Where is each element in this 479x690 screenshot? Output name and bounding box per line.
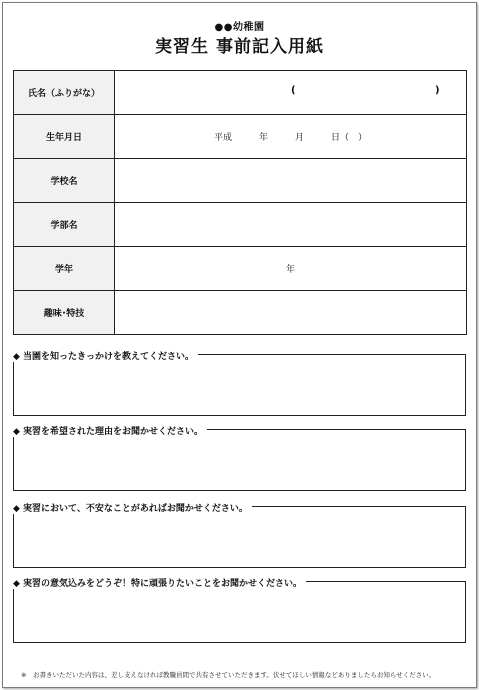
name-label: 氏名（ふりがな）	[14, 71, 115, 115]
question-1-answer-box[interactable]	[13, 354, 466, 416]
name-field[interactable]	[115, 71, 467, 115]
furigana-paren-close: )	[435, 85, 440, 96]
row-school	[14, 159, 467, 203]
row-dob	[14, 115, 467, 159]
form-sheet	[2, 2, 477, 688]
question-2-answer-box[interactable]	[13, 429, 466, 491]
question-3-text: ◆ 実習において、不安なことがあればお聞かせください。	[13, 501, 252, 514]
hobby-field[interactable]	[115, 291, 467, 335]
question-1-text: ◆ 当園を知ったきっかけを教えてください。	[13, 349, 198, 362]
footnote: ※ お書きいただいた内容は、差し支えなければ教職員間で共有させていただきます。伏せてほしい情報などありましたらお知らせください。	[21, 671, 436, 679]
row-grade	[14, 247, 467, 291]
dob-field[interactable]: 平成 年 月 日（ ）	[115, 115, 467, 159]
school-label: 学校名	[14, 159, 115, 203]
hobby-label: 趣味･特技	[14, 291, 115, 335]
row-faculty	[14, 203, 467, 247]
kindergarten-name: ●●幼稚園	[214, 22, 265, 33]
school-field[interactable]	[115, 159, 467, 203]
faculty-field[interactable]	[115, 203, 467, 247]
faculty-label: 学部名	[14, 203, 115, 247]
row-hobby	[14, 291, 467, 335]
info-table	[13, 70, 467, 335]
question-4-text: ◆ 実習の意気込みをどうぞ！特に頑張りたいことをお聞かせください。	[13, 576, 306, 589]
form-title: 実習生 事前記入用紙	[155, 37, 324, 57]
grade-field[interactable]: 年	[115, 247, 467, 291]
grade-label: 学年	[14, 247, 115, 291]
row-name	[14, 71, 467, 115]
question-2-text: ◆ 実習を希望された理由をお聞かせください。	[13, 424, 207, 437]
question-4-answer-box[interactable]	[13, 581, 466, 643]
question-3-answer-box[interactable]	[13, 506, 466, 568]
dob-label: 生年月日	[14, 115, 115, 159]
furigana-paren-open: (	[291, 85, 296, 96]
